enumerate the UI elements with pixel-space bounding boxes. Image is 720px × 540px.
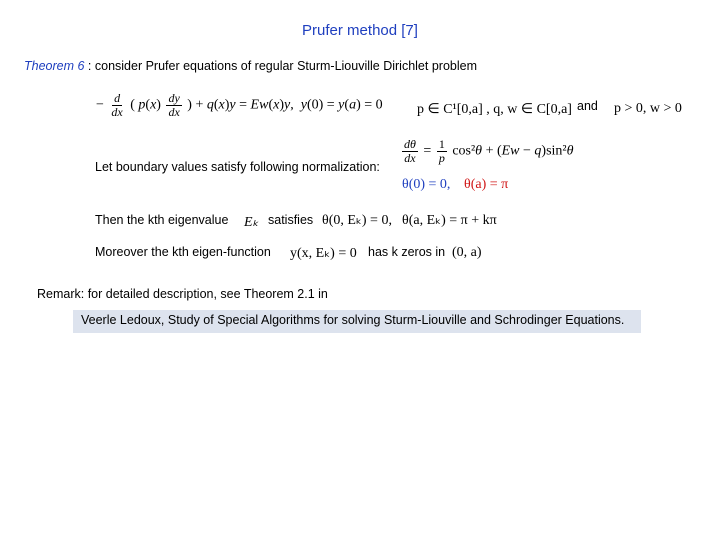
reference-box: [73, 310, 641, 333]
theorem-statement: [24, 59, 477, 73]
remark-text: Remark: for detailed description, see Theorem 2.1 in: [37, 287, 328, 301]
eigenvalue-text: Then the kth eigenvalue: [95, 213, 229, 227]
reference-citation: Veerle Ledoux, Study of Special Algorithms for solving Sturm-Liouville and Schrodinger Equations.: [81, 313, 625, 327]
boundary-condition-zero: θ(0) = 0,: [402, 177, 451, 192]
coefficient-conditions: p ∈ C¹[0,a] , q, w ∈ C[0,a]: [417, 102, 572, 117]
boundary-condition-a: θ(a) = π: [464, 177, 509, 192]
zeros-text: has k zeros in: [368, 245, 446, 259]
eigenfunction-equation: y(x, Eₖ) = 0: [290, 246, 357, 261]
eigen-condition-a-text: θ(a, Eₖ) = π + kπ: [402, 213, 497, 228]
eigen-condition-a: [402, 212, 497, 229]
theorem-text: : consider Prufer equations of regular Sturm-Liouville Dirichlet problem: [84, 59, 477, 73]
eigenfunction-text: Moreover the kth eigen-function: [95, 245, 271, 259]
eigenvalue-symbol: Eₖ: [244, 215, 259, 230]
prufer-equation: $\frac{d\theta}{dx}$ = $\frac{1}{p}$ cos²θ + (Ew − q)sin²θ: [404, 137, 574, 165]
and-label: and: [577, 99, 598, 113]
satisfies-text: satisfies: [268, 213, 314, 227]
page-title: Prufer method [7]: [302, 22, 418, 39]
normalization-text: Let boundary values satisfy following normalization:: [95, 160, 380, 174]
positivity-condition: p > 0, w > 0: [614, 101, 682, 116]
open-interval: (0, a): [452, 245, 482, 260]
sturm-liouville-equation: − $\frac{d}{dx}$ ( p(x) $\frac{dy}{dx}$ ) + q(x)y = Ew(x)y, y(0) = y(a) = 0: [96, 91, 383, 119]
theorem-label: Theorem 6: [24, 59, 85, 73]
eigen-condition-zero: θ(0, Eₖ) = 0,: [322, 213, 392, 228]
